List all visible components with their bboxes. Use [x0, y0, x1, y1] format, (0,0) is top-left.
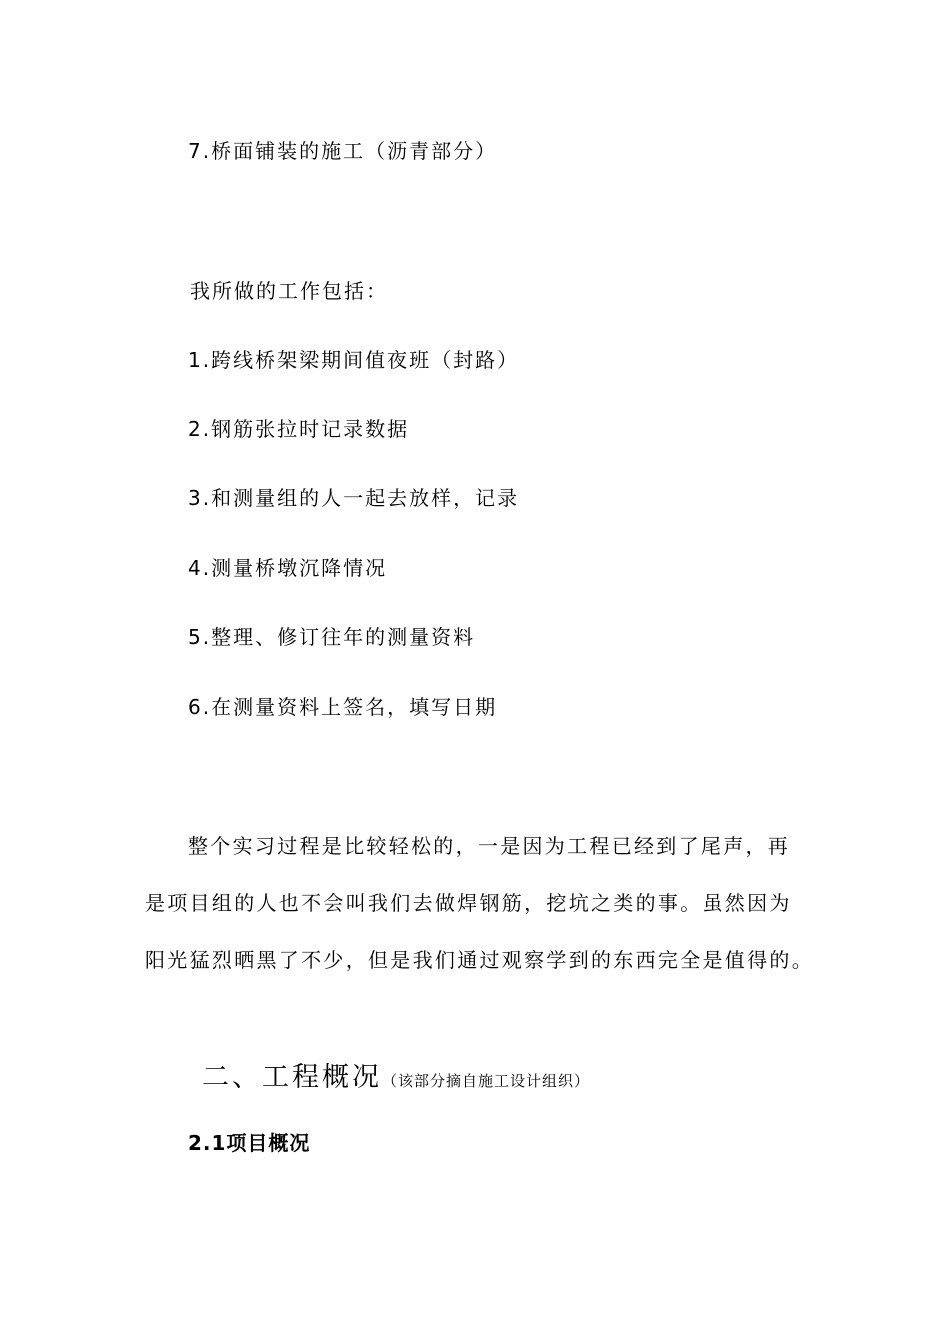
work-item-1: 1.跨线桥架梁期间值夜班（封路）	[188, 348, 520, 372]
work-item-6: 6.在测量资料上签名，填写日期	[188, 695, 498, 719]
section-title: 二、工程概况	[202, 1062, 382, 1093]
work-item-2: 2.钢筋张拉时记录数据	[188, 417, 410, 441]
construction-item-7: 7.桥面铺装的施工（沥青部分）	[188, 139, 498, 163]
summary-line-3: 阳光猛烈晒黑了不少，但是我们通过观察学到的东西完全是值得的。	[145, 948, 814, 972]
section-note: （该部分摘自施工设计组织）	[382, 1072, 591, 1090]
work-item-4: 4.测量桥墩沉降情况	[188, 556, 388, 580]
section-heading	[202, 1060, 590, 1099]
summary-line-2: 是项目组的人也不会叫我们去做焊钢筋，挖坑之类的事。虽然因为	[145, 891, 792, 915]
work-intro: 我所做的工作包括：	[190, 279, 388, 303]
work-item-5: 5.整理、修订往年的测量资料	[188, 625, 476, 649]
work-item-3: 3.和测量组的人一起去放样，记录	[188, 486, 520, 510]
summary-line-1: 整个实习过程是比较轻松的，一是因为工程已经到了尾声，再	[188, 834, 791, 858]
subsection-heading: 2.1项目概况	[188, 1131, 311, 1155]
